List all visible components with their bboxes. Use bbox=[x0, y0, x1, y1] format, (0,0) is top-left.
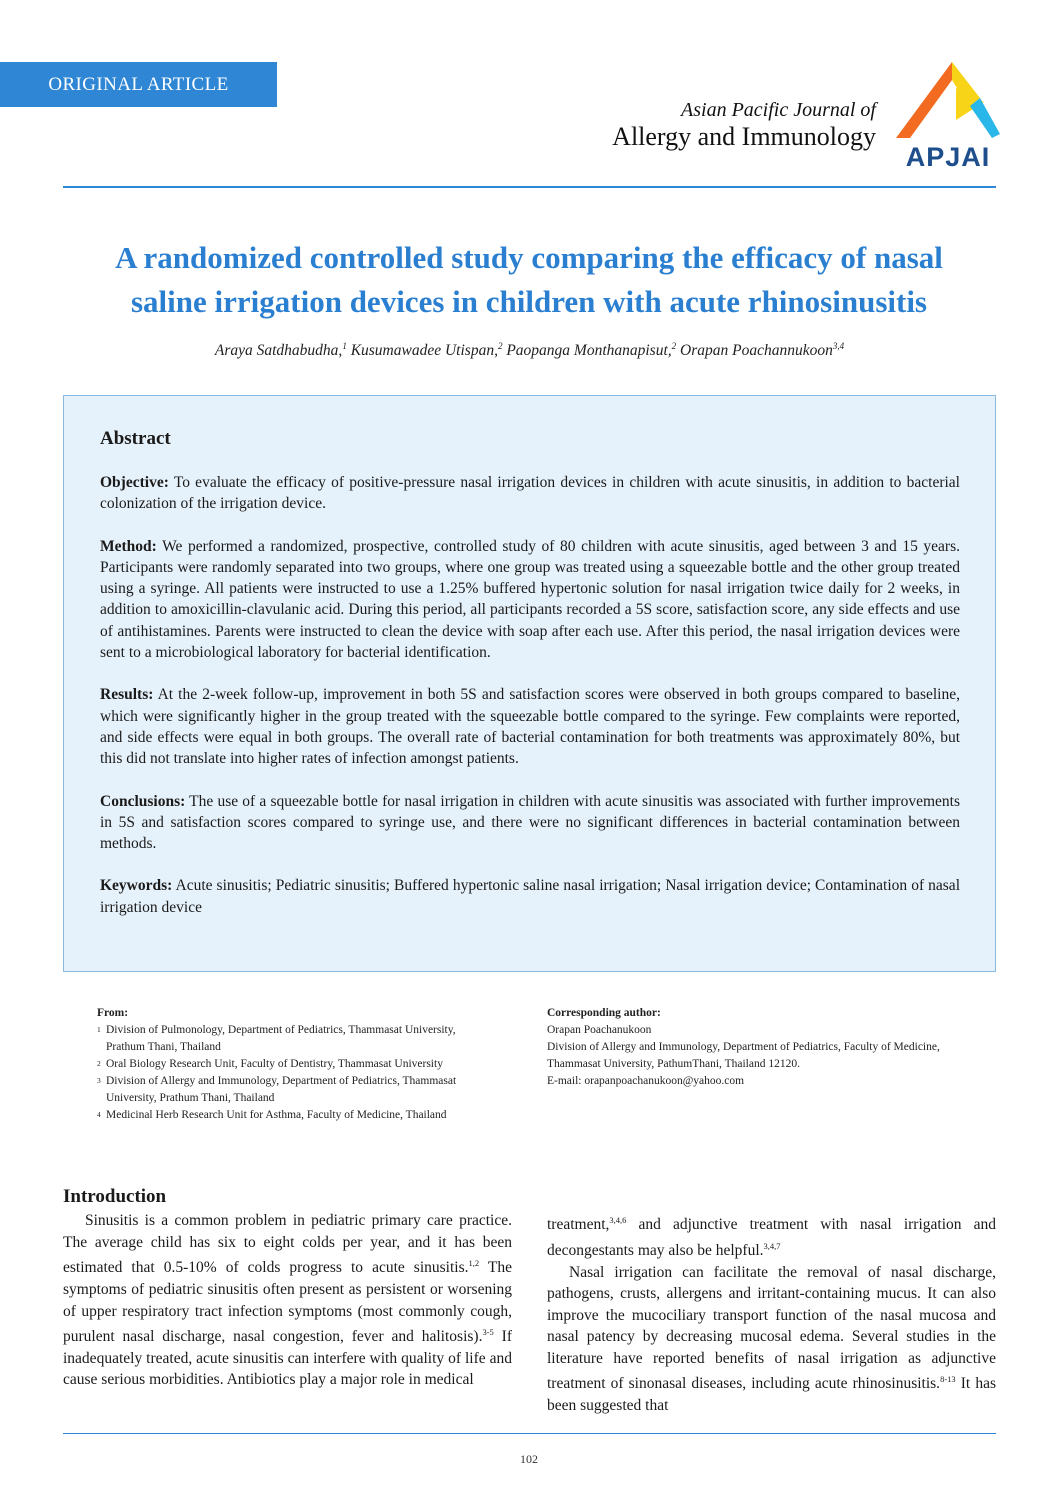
affiliation-item bbox=[97, 1107, 482, 1124]
affiliation-number: 1 bbox=[97, 1025, 101, 1034]
intro-text: It has been suggested that bbox=[547, 1375, 996, 1415]
page-number: 102 bbox=[520, 1452, 538, 1466]
method-label: Method: bbox=[100, 537, 157, 555]
affiliation-item bbox=[97, 1056, 482, 1073]
abstract-keywords bbox=[100, 875, 960, 918]
journal-name bbox=[612, 98, 876, 152]
body-column-right bbox=[547, 1210, 996, 1417]
affiliations-heading: From: bbox=[97, 1007, 129, 1019]
intro-text: Sinusitis is a common problem in pediatric primary care practice. The average child has six to eight colds per year, and it has been estimated that 0.5-10% of colds progress to acute sinusitis. bbox=[63, 1212, 512, 1277]
apjai-logo-icon bbox=[896, 62, 1000, 144]
affiliations bbox=[97, 1005, 482, 1124]
citation-ref: 1,2 bbox=[468, 1258, 480, 1269]
keywords-text: Acute sinusitis; Pediatric sinusitis; Buffered hypertonic saline nasal irrigation; Nasal irrigation device; Contamination of nasal irrigation device bbox=[100, 877, 960, 916]
introduction-heading: Introduction bbox=[63, 1186, 167, 1207]
affiliation-item bbox=[97, 1022, 482, 1056]
conclusions-text: The use of a squeezable bottle for nasal irrigation in children with acute sinusitis was associated with further improvements in 5S and satisfaction scores compared to syringe use, and there were no significant differences in bacterial contamination between methods. bbox=[100, 792, 960, 853]
author-affiliation-ref: 2 bbox=[671, 341, 677, 351]
journal-name-line1: Asian Pacific Journal of bbox=[681, 99, 876, 121]
intro-text: Nasal irrigation can facilitate the removal of nasal discharge, pathogens, crusts, allergens and irritant-containing mucus. It can also improve the mucociliary transport function of the nasal mucosa and nasal patency by decreasing mucosal edema. Several studies in the literature have reported benefits of nasal irrigation as adjunctive treatment of sinonasal diseases, including acute rhinosinusitis. bbox=[547, 1263, 996, 1393]
corresponding-heading: Corresponding author: bbox=[547, 1007, 661, 1019]
affiliation-number: 3 bbox=[97, 1076, 101, 1085]
intro-paragraph bbox=[547, 1262, 996, 1417]
abstract-conclusions bbox=[100, 791, 960, 855]
header-divider bbox=[63, 186, 996, 188]
abstract-objective bbox=[100, 472, 960, 515]
intro-paragraph-continued bbox=[547, 1210, 996, 1262]
affiliation-text: Division of Allergy and Immunology, Department of Pediatrics, Thammasat University, Prathum Thani, Thailand bbox=[106, 1075, 457, 1104]
results-label: Results: bbox=[100, 686, 154, 704]
title-line-1: A randomized controlled study comparing the efficacy of nasal bbox=[115, 240, 943, 275]
citation-ref: 8-13 bbox=[940, 1374, 956, 1385]
intro-text: and adjunctive treatment with nasal irrigation and decongestants may also be helpful. bbox=[547, 1216, 996, 1259]
abstract-heading: Abstract bbox=[100, 428, 171, 449]
conclusions-label: Conclusions: bbox=[100, 792, 186, 810]
affiliation-number: 4 bbox=[97, 1110, 101, 1119]
affiliation-item bbox=[97, 1073, 482, 1107]
objective-text: To evaluate the efficacy of positive-pressure nasal irrigation devices in children with acute sinusitis, in addition to bacterial colonization of the irrigation device. bbox=[100, 474, 960, 513]
abstract-results bbox=[100, 684, 960, 769]
article-type-label: ORIGINAL ARTICLE bbox=[48, 73, 229, 95]
author-affiliation-ref: 3,4 bbox=[832, 341, 845, 351]
objective-label: Objective: bbox=[100, 474, 169, 491]
citation-ref: 3,4,7 bbox=[763, 1240, 781, 1251]
keywords-label: Keywords: bbox=[100, 877, 173, 895]
method-text: We performed a randomized, prospective, controlled study of 80 children with acute sinusitis, aged between 3 and 15 years. Participants were randomly separated into two groups, where one group was treated using a squeezable bottle and the other group treated using a syringe. All patients were instructed to use a 1.25% buffered hypertonic solution for nasal irrigation twice daily for 2 weeks, in addition to amoxicillin-clavulanic acid. During this period, all participants recorded a 5S score, satisfaction score, any side effects and use of antihistamines. Parents were instructed to clean the device with soap after each use. After this period, the nasal irrigation devices were sent to a microbiological laboratory for bacterial identification. bbox=[100, 537, 960, 662]
body-column-left bbox=[63, 1210, 512, 1391]
corresponding-email: E-mail: orapanpoachanukoon@yahoo.com bbox=[547, 1075, 745, 1087]
affiliation-number: 2 bbox=[97, 1059, 101, 1068]
logo-wordmark: APJAI bbox=[905, 142, 991, 172]
article-title bbox=[40, 236, 1018, 324]
journal-name-line2: Allergy and Immunology bbox=[612, 122, 876, 151]
author-name: Paopanga Monthanapisut, bbox=[506, 342, 672, 360]
affiliation-text: Medicinal Herb Research Unit for Asthma, Faculty of Medicine, Thailand bbox=[106, 1109, 447, 1121]
abstract-body bbox=[100, 472, 960, 918]
abstract-box bbox=[63, 395, 996, 972]
citation-ref: 3,4,6 bbox=[609, 1215, 627, 1225]
affiliation-text: Oral Biology Research Unit, Faculty of Dentistry, Thammasat University bbox=[106, 1058, 443, 1070]
author-name: Orapan Poachannukoon bbox=[680, 342, 833, 360]
results-text: At the 2-week follow-up, improvement in both 5S and satisfaction scores were observed in both groups compared to baseline, which were significantly higher in the group treated with the squeezable bottle compared to the syringe. Few complaints were reported, and side effects were equal in both groups. The overall rate of bacterial contamination for both treatments was approximately 80%, but this did not translate into higher rates of infection amongst patients. bbox=[100, 686, 960, 768]
corresponding-author bbox=[547, 1005, 967, 1090]
abstract-method bbox=[100, 536, 960, 664]
intro-text: The symptoms of pediatric sinusitis often present as persistent or worsening of upper respiratory tract infection symptoms (most commonly cough, purulent nasal discharge, nasal congestion, fever and halitosis). bbox=[63, 1259, 512, 1346]
author-affiliation-ref: 1 bbox=[342, 341, 347, 351]
author-affiliation-ref: 2 bbox=[497, 341, 503, 351]
author-name: Kusumawadee Utispan, bbox=[350, 342, 498, 360]
intro-paragraph bbox=[63, 1210, 512, 1391]
affiliation-text: Division of Pulmonology, Department of Pediatrics, Thammasat University, Prathum Thani, Thailand bbox=[106, 1024, 456, 1053]
citation-ref: 3-5 bbox=[482, 1327, 494, 1338]
author-name: Araya Satdhabudha, bbox=[214, 342, 343, 360]
corresponding-address: Division of Allergy and Immunology, Department of Pediatrics, Faculty of Medicine, Thammasat University, PathumThani, Thailand 12120. bbox=[547, 1041, 940, 1070]
article-type-banner bbox=[0, 62, 277, 107]
author-list bbox=[63, 341, 996, 360]
footer-divider bbox=[63, 1433, 996, 1434]
title-line-2: saline irrigation devices in children with acute rhinosinusitis bbox=[130, 284, 927, 319]
corresponding-name: Orapan Poachanukoon bbox=[547, 1024, 652, 1036]
intro-text: treatment, bbox=[547, 1216, 610, 1234]
intro-text: If inadequately treated, acute sinusitis can interfere with quality of life and cause serious morbidities. Antibiotics play a major role in medical bbox=[63, 1328, 513, 1389]
apjai-logo bbox=[896, 62, 1000, 176]
